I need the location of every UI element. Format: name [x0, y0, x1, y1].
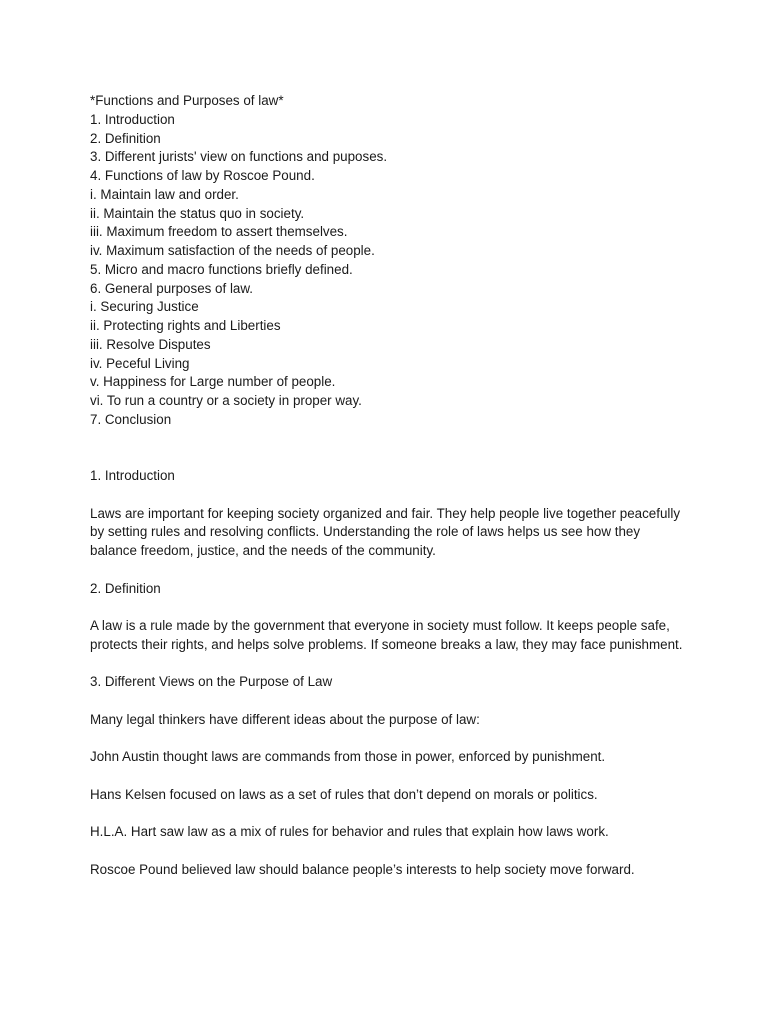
outline-item: iv. Peceful Living: [90, 355, 190, 371]
outline-item: i. Maintain law and order.: [90, 186, 239, 202]
section-heading-views: 3. Different Views on the Purpose of Law: [90, 674, 333, 690]
hart-paragraph: H.L.A. Hart saw law as a mix of rules for behavior and rules that explain how laws work.: [90, 824, 609, 840]
outline-item: ii. Protecting rights and Liberties: [90, 318, 281, 333]
outline-item: 4. Functions of law by Roscoe Pound.: [90, 168, 315, 183]
document-page: [90, 92, 690, 880]
outline-item: iii. Maximum freedom to assert themselves.: [90, 224, 348, 240]
outline-item: ii. Maintain the status quo in society.: [90, 205, 305, 221]
kelsen-paragraph: Hans Kelsen focused on laws as a set of rules that don’t depend on morals or politics.: [90, 786, 598, 802]
outline-item: 7. Conclusion: [90, 411, 172, 427]
outline-item: iii. Resolve Disputes: [90, 336, 211, 352]
outline-item: 3. Different jurists' view on functions and puposes.: [90, 149, 388, 165]
outline-item: 5. Micro and macro functions briefly defined.: [90, 261, 353, 277]
outline-item: i. Securing Justice: [90, 299, 199, 315]
views-intro-paragraph: Many legal thinkers have different ideas about the purpose of law:: [90, 711, 480, 727]
outline-title: *Functions and Purposes of law*: [90, 93, 284, 108]
pound-paragraph: Roscoe Pound believed law should balance people’s interests to help society move forward.: [90, 861, 635, 877]
austin-paragraph: John Austin thought laws are commands from those in power, enforced by punishment.: [90, 749, 606, 765]
definition-paragraph: A law is a rule made by the government that everyone in society must follow. It keeps people safe, protects their rights, and helps solve problems. If someone breaks a law, they may face punishment.: [90, 618, 683, 652]
outline-item: vi. To run a country or a society in proper way.: [90, 393, 362, 408]
outline-item: v. Happiness for Large number of people.: [90, 374, 336, 390]
outline-item: 2. Definition: [90, 130, 161, 146]
outline-item: iv. Maximum satisfaction of the needs of people.: [90, 243, 375, 258]
outline-item: 1. Introduction: [90, 111, 175, 127]
introduction-paragraph: Laws are important for keeping society organized and fair. They help people live together peacefully by setting rules and resolving conflicts. Understanding the role of laws helps us see how they balance freedom, justice, and the needs of the community.: [90, 505, 681, 558]
section-heading-introduction: 1. Introduction: [90, 468, 175, 483]
section-heading-definition: 2. Definition: [90, 580, 161, 596]
outline-item: 6. General purposes of law.: [90, 280, 254, 296]
